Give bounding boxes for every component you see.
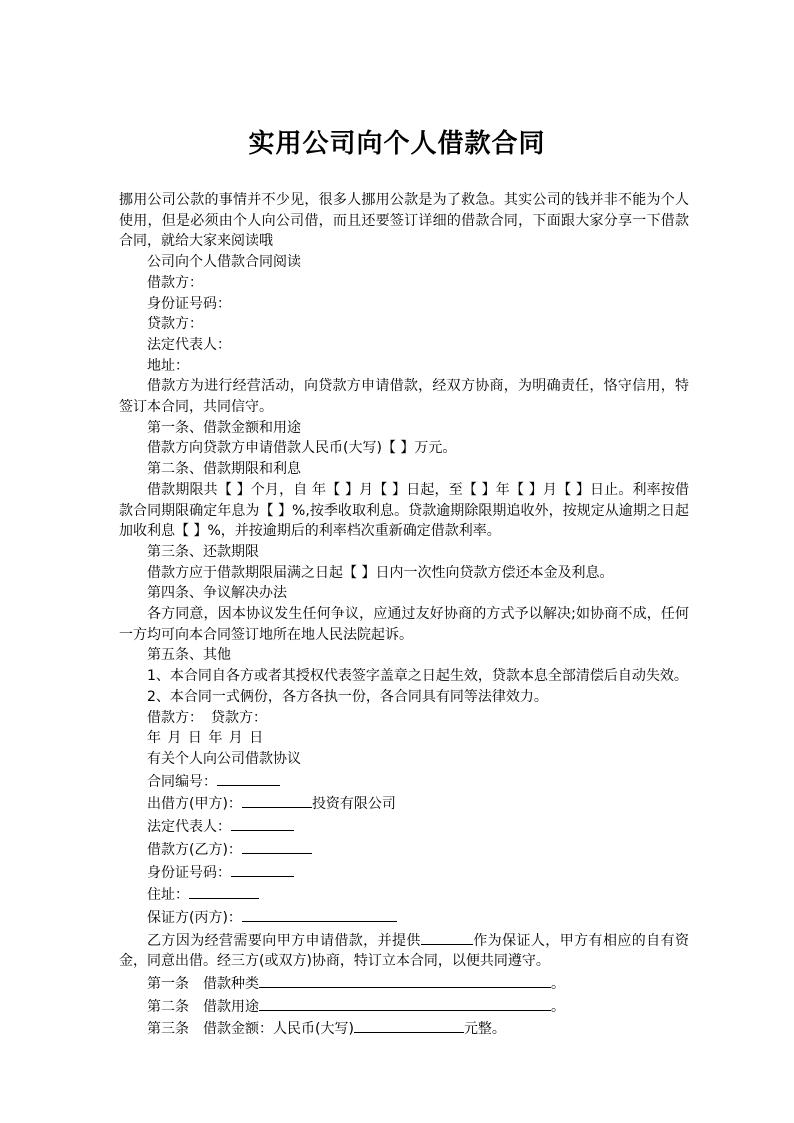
legal-rep-label-2: 法定代表人：	[147, 819, 231, 836]
guarantor-c-blank	[242, 906, 397, 922]
lender-line: 贷款方：	[147, 316, 203, 333]
signature-date-line: 年 月 日 年 月 日	[147, 730, 264, 747]
guarantor-c-label: 保证方(丙方)：	[147, 909, 242, 926]
address-line-2	[119, 883, 689, 906]
contract2-heading: 有关个人向公司借款协议	[147, 750, 301, 767]
borrower-b-line	[119, 838, 689, 861]
c2-article3-label: 第三条	[147, 1021, 189, 1038]
lender-a-suffix: 投资有限公司	[311, 796, 396, 813]
c2-article1-label: 第一条	[147, 976, 189, 993]
c2-article2-blank	[259, 995, 551, 1011]
preamble-part-b: 作为保证人，甲方有相应的自有资金，同意出借。经三方(或双方)协商，特订立本合同，以便共同遵守。	[119, 932, 690, 970]
address-blank-2	[189, 883, 259, 899]
contract-number-label: 合同编号：	[147, 773, 217, 790]
article5-title: 第五条、其他	[147, 647, 231, 664]
borrower-b-blank	[242, 838, 312, 854]
article3-text: 借款方应于借款期限届满之日起【 】日内一次性向贷款方偿还本金及利息。	[147, 564, 614, 581]
signature-borrower: 借款方：	[147, 709, 203, 726]
id-number-line-2	[119, 861, 689, 884]
c2-article2-label: 第二条	[147, 998, 189, 1015]
legal-rep-line-2	[119, 815, 689, 838]
id-number-line: 身份证号码：	[147, 295, 231, 312]
intro-paragraph: 挪用公司公款的事情并不少见，很多人挪用公款是为了救急。其实公司的钱并非不能为个人使用，但是必须由个人向公司借，而且还要签订详细的借款合同，下面跟大家分享一下借款合同，就给大家来阅读哦	[119, 192, 689, 250]
id-number-blank-2	[231, 861, 294, 877]
guarantor-c-line	[119, 906, 689, 929]
document-body	[119, 190, 689, 1040]
article2-title: 第二条、借款期限和利息	[147, 461, 301, 478]
article5-item2: 2、本合同一式俩份，各方各执一份，各合同具有同等法律效力。	[147, 688, 548, 705]
document-title: 实用公司向个人借款合同	[248, 129, 546, 159]
lender-a-line	[119, 792, 689, 815]
c2-article3-amount-blank	[354, 1017, 464, 1033]
legal-rep-blank-2	[231, 815, 294, 831]
c2-article3-line	[119, 1017, 689, 1040]
guarantor-name-blank	[421, 929, 473, 945]
c2-article1-period: 。	[551, 976, 565, 993]
contract1-preamble: 借款方为进行经营活动，向贷款方申请借款，经双方协商，为明确责任，恪守信用，特签订本合同，共同信守。	[119, 378, 689, 416]
article4-text: 各方同意，因本协议发生任何争议，应通过友好协商的方式予以解决;如协商不成，任何一方均可向本合同签订地所在地人民法院起诉。	[119, 606, 689, 643]
c2-article2-text: 借款用途	[203, 998, 259, 1015]
address-line: 地址：	[147, 357, 189, 374]
c2-article1-line	[119, 972, 689, 995]
contract-number-blank	[217, 770, 280, 786]
article5-item1: 1、本合同自各方或者其授权代表签字盖章之日起生效，贷款本息全部清偿后自动失效。	[147, 668, 688, 685]
contract-number-line	[119, 770, 689, 793]
article4-title: 第四条、争议解决办法	[147, 585, 287, 602]
signature-parties-line	[119, 708, 689, 729]
contract2-preamble	[119, 929, 689, 972]
signature-lender: 贷款方：	[211, 709, 267, 726]
c2-article1-blank	[259, 972, 551, 988]
legal-rep-line: 法定代表人：	[147, 336, 231, 353]
lender-a-label: 出借方(甲方)：	[147, 796, 242, 813]
lender-a-blank	[242, 792, 312, 808]
contract1-heading: 公司向个人借款合同阅读	[147, 254, 301, 271]
article1-text: 借款方向贷款方申请借款人民币(大写)【 】万元。	[147, 440, 457, 457]
borrower-line: 借款方：	[147, 274, 203, 291]
borrower-b-label: 借款方(乙方)：	[147, 841, 242, 858]
c2-article1-text: 借款种类	[203, 976, 259, 993]
c2-article3-text: 借款金额：人民币(大写)	[203, 1021, 354, 1038]
article3-title: 第三条、还款期限	[147, 543, 259, 560]
c2-article2-line	[119, 995, 689, 1018]
id-number-label-2: 身份证号码：	[147, 864, 231, 881]
address-label-2: 住址：	[147, 887, 189, 904]
article1-title: 第一条、借款金额和用途	[147, 419, 301, 436]
c2-article2-period: 。	[551, 998, 565, 1015]
c2-article3-suffix: 元整。	[463, 1021, 506, 1038]
preamble-part-a: 乙方因为经营需要向甲方申请借款，并提供	[147, 932, 421, 949]
article2-text: 借款期限共【 】个月，自 年【 】月【 】日起，至【 】年【 】月【 】日止。利率按借款合同期限确定年息为【 】%,按季收取利息。贷款逾期除限期追收外，按规定从逾期之日起加收利息【 】%，并按逾期后的利率档次重新确定借款利率。	[119, 481, 689, 540]
